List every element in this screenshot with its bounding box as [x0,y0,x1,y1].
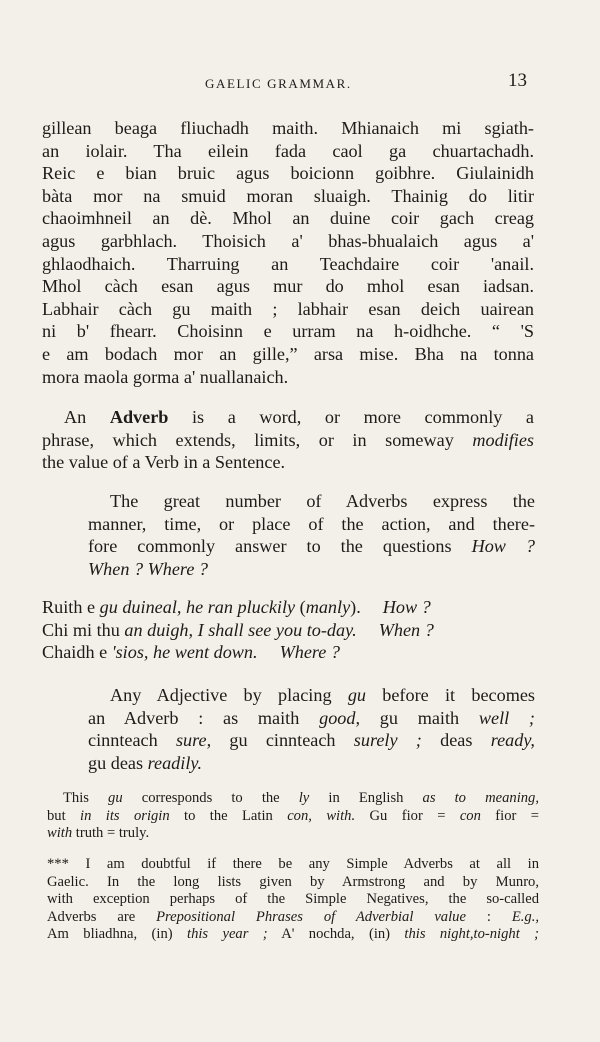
italic-run: 'sios, he went down. [111,642,258,663]
text-line [88,729,535,752]
text-line [47,790,539,808]
text-line [88,684,535,707]
example-row [42,596,534,619]
question-label: How ? [382,597,431,617]
italic-run: as to meaning, [422,790,539,806]
text-line: chaoimhneil an dè. Mhol an duine coir gach creag [42,208,534,229]
example-row [42,641,534,664]
italic-run: gu [347,685,366,705]
text-line: with exception perhaps of the Simple Negatives, the so-called [47,891,539,908]
question-label: When ? [378,619,434,640]
text-line [42,429,534,452]
italic-run: When ? Where ? [88,559,209,579]
text-run: Any Adjective by placing [110,685,348,705]
italic-run: modifies [472,429,534,450]
text-line: *** I am doubtful if there be any Simple Adverbs at all in [47,856,539,872]
text-run: is a word, or more commonly a [168,407,534,427]
italic-run: How ? [471,536,535,557]
text-run: fore commonly answer to the questions [88,536,472,557]
italic-run: ready, [490,730,535,751]
text-run: in English [309,790,423,806]
text-run: This [63,790,109,806]
text-run: gu maith [360,707,479,728]
italic-run: readily. [147,752,202,773]
simple-adverbs-footnote [47,856,539,944]
running-title: GAELIC GRAMMAR. [205,76,352,91]
text-run: gu deas [88,752,148,773]
text-line: manner, time, or place of the action, and there- [88,513,535,534]
italic-run: this night,to-night ; [404,926,539,943]
example-row [42,619,534,642]
text-run: Chi mi thu [42,619,125,640]
italic-run: with [47,825,73,842]
text-line: Reic e bian bruic agus boicionn goibhre. Giulainidh [42,163,534,184]
text-line: e am bodach mor an gille,” arsa mise. Bha na tonna [42,343,534,364]
italic-run: manly [305,597,351,617]
text-line [47,808,539,826]
adverb-usage-continuation [88,558,535,581]
text-run: deas [421,730,491,751]
text-line: The great number of Adverbs express the [110,491,535,511]
italic-run: con [459,807,481,824]
gaelic-exercise-paragraph [42,117,534,388]
italic-run: gu [108,790,123,806]
text-line [88,707,535,730]
adjective-to-adverb-paragraph [88,684,535,774]
text-line: mora maola gorma a' nuallanaich. [42,366,289,387]
text-run: ( [295,597,306,617]
text-line: ghlaodhaich. Tharruing an Teachdaire coir 'anail. [42,253,534,274]
adverb-usage-paragraph [88,490,535,558]
text-run: cinnteach [88,730,176,751]
text-line [88,752,535,775]
italic-run: well ; [478,707,535,728]
text-run: ). [350,597,361,617]
italic-run: con, with. [287,807,356,824]
text-line: ni b' fhearr. Choisinn e urram na h-oidhche. “ 'S [42,321,534,342]
text-run: corresponds to the [122,790,299,806]
term-adverb: Adverb [109,407,169,427]
text-run: Ruith e [42,597,100,617]
text-run: Am bliadhna, (in) [47,926,188,943]
text-run: gu cinnteach [211,730,354,751]
text-line: an iolair. Tha eilein fada caol ga chuartachadh. [42,140,534,161]
italic-run: ly [298,790,310,806]
text-run: Adverbs are [47,908,157,925]
text-run: An [64,407,110,427]
italic-run: gu duineal, he ran pluckily [99,597,296,617]
italic-run: in its origin [80,807,170,824]
text-run: to the Latin [169,807,288,824]
italic-run: E.g., [511,908,539,925]
text-line: bàta mor na smuid moran sluaigh. Thainig do litir [42,185,534,206]
text-line [42,406,534,429]
adverb-examples [42,596,534,664]
gu-origin-note [47,790,539,843]
page-number: 13 [508,70,527,91]
page-header [0,70,600,94]
text-line: Mhol càch esan agus mur do mhol esan iadsan. [42,276,534,297]
italic-run: sure, [175,730,212,751]
italic-run: Prepositional Phrases of Adverbial value [156,908,466,925]
text-run: A' nochda, (in) [267,926,405,943]
text-line [47,926,539,944]
italic-run: surely ; [353,730,422,751]
italic-run: an duigh, I shall see you to-day. [124,619,357,640]
text-line: the value of a Verb in a Sentence. [42,452,286,473]
text-line [88,558,535,581]
text-line: Gaelic. In the long lists given by Armstrong and by Munro, [47,873,539,890]
text-line: Labhair càch gu maith ; labhair esan deich uairean [42,298,534,319]
italic-run: this year ; [187,926,268,943]
text-run: but [47,807,81,824]
italic-run: good, [319,707,361,728]
text-line [47,825,539,843]
text-line [88,535,535,558]
text-run: an Adverb : as maith [88,707,320,728]
text-line: gillean beaga fliuchadh maith. Mhianaich mi sgiath- [42,118,534,138]
text-run: Chaidh e [42,642,112,663]
text-run: : [465,908,512,925]
adverb-definition-paragraph [42,406,534,474]
text-line: agus garbhlach. Thoisich a' bhas-bhualaich agus a' [42,230,534,251]
text-run: phrase, which extends, limits, or in someway [42,429,473,450]
text-line [47,909,539,927]
question-label: Where ? [279,642,341,663]
text-run: before it becomes [366,685,535,705]
text-run: fior = [480,807,539,824]
text-run: truth = truly. [72,825,150,842]
text-run: Gu fior = [355,807,460,824]
